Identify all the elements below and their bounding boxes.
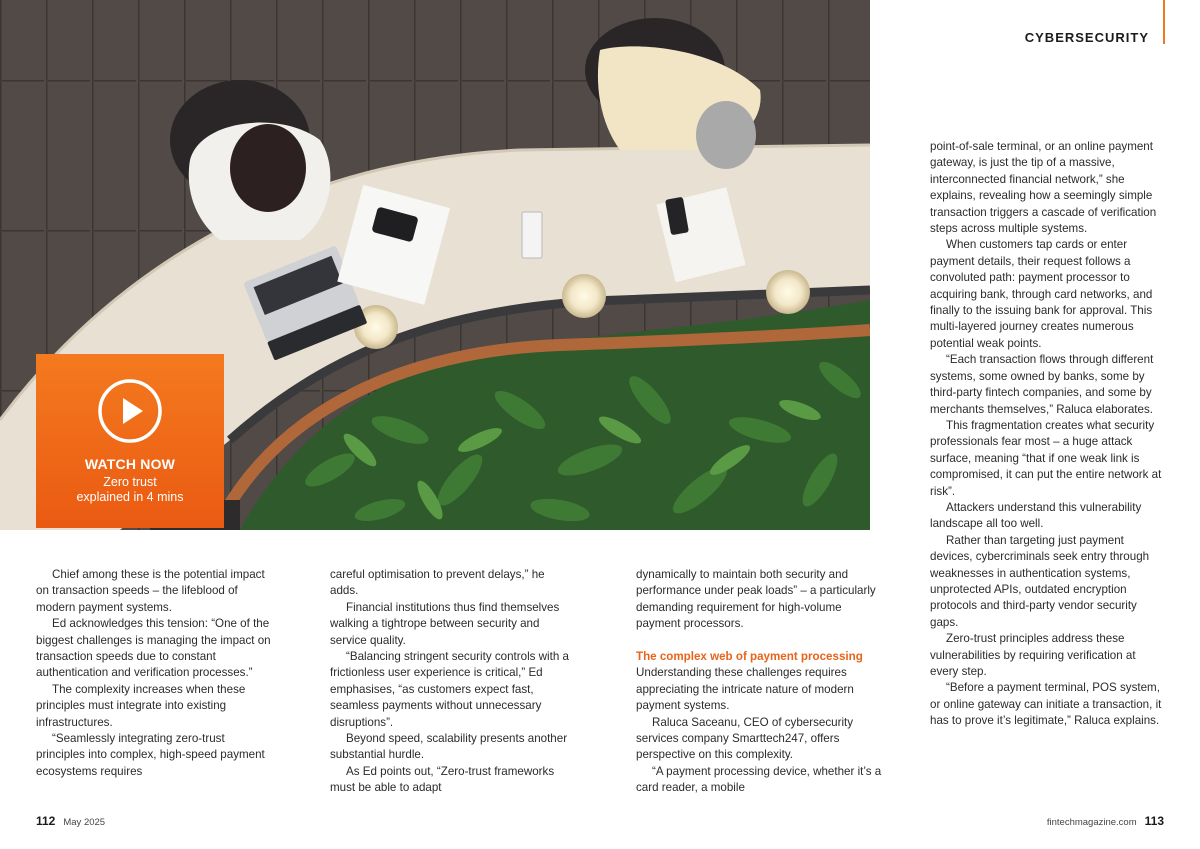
issue-date: May 2025 — [63, 817, 106, 828]
paragraph: “Balancing stringent security controls with a frictionless user experience is critical,” Ed emphasises, “as customers expect fast, seamless payments without unnecessary disruptions”. — [330, 650, 569, 729]
paragraph: Understanding these challenges requires appreciating the intricate nature of modern payment systems. — [636, 666, 854, 713]
section-label: CYBERSECURITY — [1024, 30, 1149, 45]
paragraph: “A payment processing device, whether it’s a card reader, a mobile — [636, 764, 882, 795]
paragraph: Rather than targeting just payment devices, cybercriminals seek entry through weaknesses in authentication systems, unprotected APIs, outdated encryption protocols and third-party vendor security gaps. — [930, 533, 1150, 629]
watch-subtitle-line2: explained in 4 mins — [76, 490, 184, 504]
watch-title: WATCH NOW — [84, 456, 176, 472]
paragraph: When customers tap cards or enter payment details, their request follows a convoluted path: payment processor to acquiring bank, through card networks, and finally to the issuing bank for approval. This multi-layered journey creates numerous potential weak points. — [930, 238, 1153, 350]
column-1 — [36, 567, 271, 780]
column-2 — [330, 567, 575, 797]
column-4 — [930, 139, 1165, 730]
site-link[interactable]: fintechmagazine.com — [1046, 817, 1137, 828]
paragraph: The complexity increases when these principles must integrate into existing infrastructures. — [36, 682, 246, 729]
watch-now-card[interactable] — [36, 354, 224, 528]
page-number-right: 113 — [1144, 814, 1164, 828]
footer-right — [1047, 814, 1164, 828]
play-circle-icon[interactable] — [97, 378, 163, 444]
paragraph: careful optimisation to prevent delays,” he adds. — [330, 568, 545, 598]
column-3 — [636, 567, 886, 797]
paragraph: Raluca Saceanu, CEO of cybersecurity services company Smarttech247, offers perspective on this complexity. — [636, 715, 854, 762]
paragraph: Attackers understand this vulnerability landscape all too well. — [930, 500, 1142, 531]
paragraph: “Before a payment terminal, POS system, or online gateway can initiate a transaction, it has to prove it’s legitimate,” Raluca explains. — [930, 681, 1162, 728]
watch-subtitle — [36, 475, 224, 505]
paragraph: “Seamlessly integrating zero-trust principles into complex, high-speed payment ecosystems requires — [36, 732, 265, 778]
section-rule — [1163, 0, 1165, 44]
paragraph: This fragmentation creates what security professionals fear most – a huge attack surface, meaning “that if one weak link is compromised, it can put the entire network at risk”. — [930, 418, 1162, 498]
paragraph: Ed acknowledges this tension: “One of the biggest challenges is managing the impact on transaction speeds due to constant authentication and verification processes.” — [36, 617, 271, 680]
paragraph: Chief among these is the potential impact on transaction speeds – the lifeblood of modern payment systems. — [36, 568, 265, 614]
paragraph: Financial institutions thus find themselves walking a tightrope between security and service quality. — [330, 600, 560, 647]
paragraph: Beyond speed, scalability presents another substantial hurdle. — [330, 732, 568, 762]
page-number-left: 112 — [36, 814, 56, 828]
paragraph: Zero-trust principles address these vulnerabilities by requiring verification at every step. — [930, 632, 1136, 678]
subheading: The complex web of payment processing — [636, 650, 863, 664]
paragraph: point-of-sale terminal, or an online payment gateway, is just the tip of a massive, interconnected financial network,” she explains, revealing how a seemingly simple transaction triggers a cascade of verification steps across multiple systems. — [930, 140, 1157, 236]
footer-left — [36, 814, 105, 828]
paragraph: “Each transaction flows through different systems, some owned by banks, some by third-party fintech companies, and some by merchants themselves,” Raluca elaborates. — [930, 353, 1154, 416]
watch-subtitle-line1: Zero trust — [103, 475, 157, 489]
paragraph: As Ed points out, “Zero-trust frameworks must be able to adapt — [330, 764, 555, 795]
paragraph: dynamically to maintain both security and performance under peak loads” – a particularly demanding requirement for high-volume payment processors. — [636, 568, 876, 631]
